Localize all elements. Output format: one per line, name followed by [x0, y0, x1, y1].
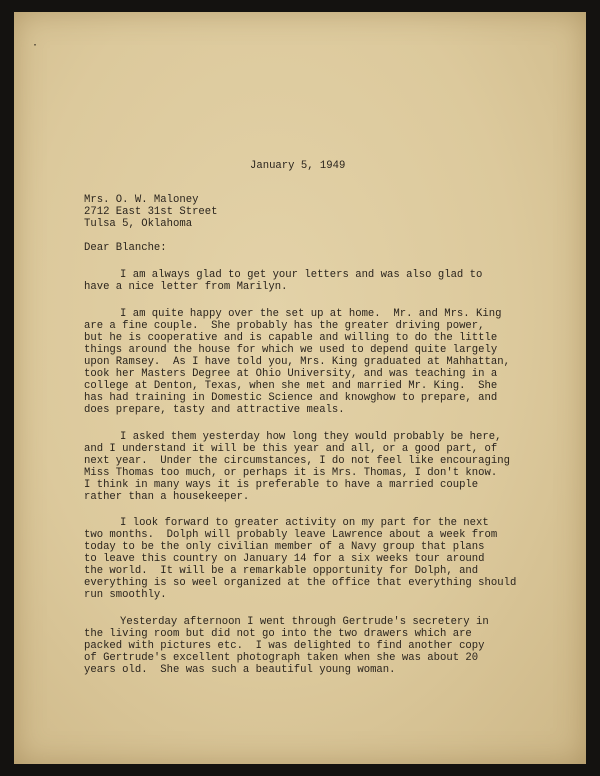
paragraph-line: of Gertrude's excellent photograph taken when she was about 20 [84, 652, 479, 664]
paragraph-line: I asked them yesterday how long they would probably be here, [120, 431, 502, 443]
paragraph-line: next year. Under the circumstances, I do not feel like encouraging [84, 455, 510, 467]
paragraph-line: things around the house for which we used to depend quite largely [84, 344, 498, 356]
paragraph-line: but he is cooperative and is capable and willing to do the little [84, 332, 498, 344]
paragraph-line: to leave this country on January 14 for a six weeks tour around [84, 553, 485, 565]
address-line: 2712 East 31st Street [84, 206, 218, 218]
letter-page [14, 12, 586, 764]
paragraph-line: Miss Thomas too much, or perhaps it is Mrs. Thomas, I don't know. [84, 467, 498, 479]
paragraph-line: Yesterday afternoon I went through Gertrude's secretery in [120, 616, 489, 628]
paragraph-line: today to be the only civilian member of a Navy group that plans [84, 541, 485, 553]
paragraph-line: has had training in Domestic Science and knowghow to prepare, and [84, 392, 498, 404]
paragraph-line: college at Denton, Texas, when she met and married Mr. King. She [84, 380, 498, 392]
paragraph-line: I am always glad to get your letters and was also glad to [120, 269, 483, 281]
paragraph-line: upon Ramsey. As I have told you, Mrs. King graduated at Mahhattan, [84, 356, 510, 368]
paragraph-line: are a fine couple. She probably has the greater driving power, [84, 320, 485, 332]
paragraph-line: the world. It will be a remarkable opportunity for Dolph, and [84, 565, 479, 577]
paragraph-line: the living room but did not go into the two drawers which are [84, 628, 472, 640]
paragraph-line: rather than a housekeeper. [84, 491, 250, 503]
paragraph-line: run smoothly. [84, 589, 167, 601]
letter-date: January 5, 1949 [250, 160, 346, 172]
address-line: Mrs. O. W. Maloney [84, 194, 199, 206]
paper-mark: · [32, 40, 39, 51]
paragraph-line: have a nice letter from Marilyn. [84, 281, 288, 293]
paragraph-line: two months. Dolph will probably leave Lawrence about a week from [84, 529, 498, 541]
paragraph-line: I look forward to greater activity on my part for the next [120, 517, 489, 529]
paragraph-line: everything is so weel organized at the office that everything should [84, 577, 517, 589]
paragraph-line: I am quite happy over the set up at home. Mr. and Mrs. King [120, 308, 502, 320]
paragraph-line: does prepare, tasty and attractive meals. [84, 404, 345, 416]
paragraph-line: and I understand it will be this year and all, or a good part, of [84, 443, 498, 455]
paragraph-line: years old. She was such a beautiful young woman. [84, 664, 396, 676]
paragraph-line: packed with pictures etc. I was delighted to find another copy [84, 640, 485, 652]
paragraph-line: I think in many ways it is preferable to have a married couple [84, 479, 479, 491]
salutation: Dear Blanche: [84, 242, 167, 254]
address-line: Tulsa 5, Oklahoma [84, 218, 193, 230]
paragraph-line: took her Masters Degree at Ohio University, and was teaching in a [84, 368, 498, 380]
